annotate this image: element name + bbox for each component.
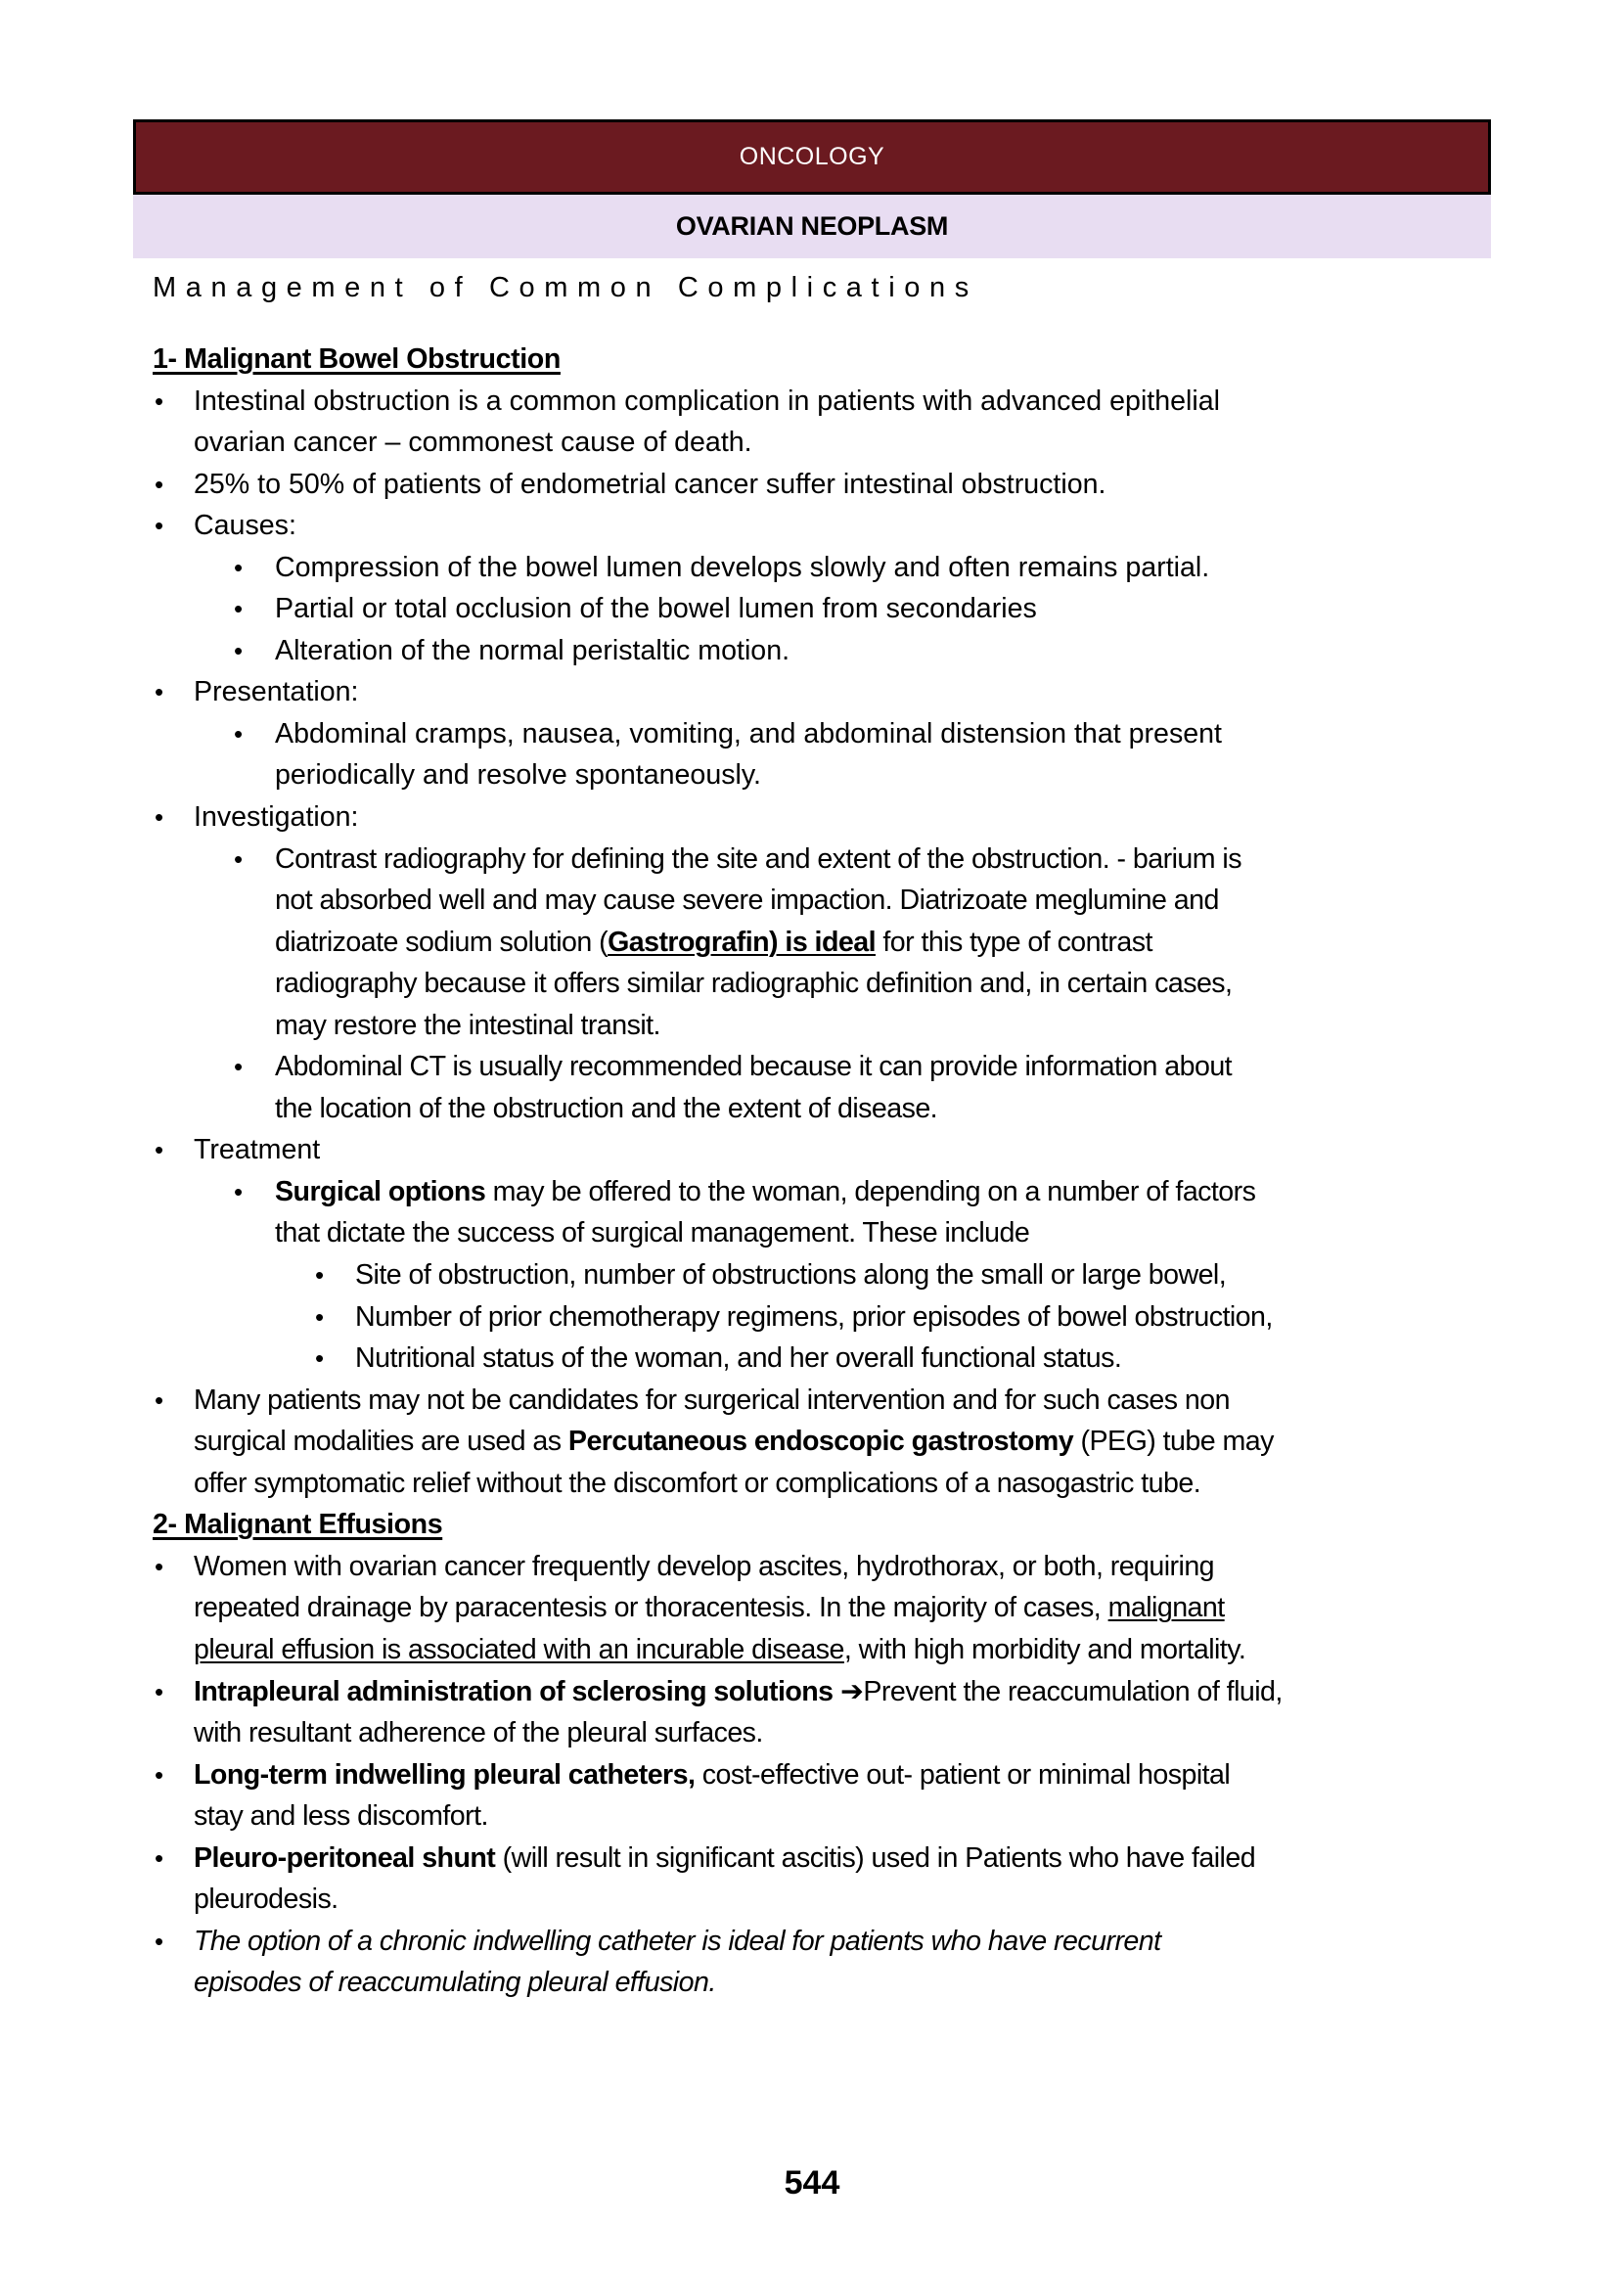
list-item — [0, 547, 1624, 589]
list-item-continuation — [0, 1712, 1624, 1754]
category-title: ONCOLOGY — [739, 143, 885, 170]
list-item-text — [275, 922, 1152, 964]
bullet-icon: • — [155, 1926, 164, 1956]
list-item — [0, 796, 1624, 839]
list-item-continuation — [0, 922, 1624, 964]
list-item — [0, 1754, 1624, 1796]
list-item-text: Alteration of the normal peristaltic motion. — [275, 634, 790, 666]
list-item — [0, 1171, 1624, 1213]
text-run: cost-effective out- patient or minimal hospital — [695, 1758, 1231, 1791]
section-heading-text: 2- Malignant Effusions — [153, 1509, 443, 1541]
text-run: (will result in significant ascitis) used in Patients who have failed — [495, 1841, 1256, 1874]
list-item-continuation — [0, 754, 1624, 796]
text-run-bold: Intrapleural administration of sclerosing solutions — [194, 1675, 840, 1707]
topic-banner — [133, 195, 1491, 258]
list-item-continuation — [0, 1421, 1624, 1463]
list-item-continuation — [0, 1795, 1624, 1838]
list-item-text: Many patients may not be candidates for surgerical intervention and for such cases non — [194, 1384, 1230, 1416]
text-run: , with high morbidity and mortality. — [843, 1633, 1246, 1665]
bullet-icon: • — [315, 1343, 325, 1374]
list-item-text: the location of the obstruction and the extent of disease. — [275, 1092, 938, 1124]
text-run: diatrizoate sodium solution ( — [275, 926, 609, 958]
text-run-underlined: pleural effusion is associated with an incurable disease — [194, 1633, 844, 1665]
bullet-icon: • — [315, 1301, 325, 1332]
list-item-text: Number of prior chemotherapy regimens, prior episodes of bowel obstruction, — [355, 1300, 1273, 1333]
emphasis-gastrografin: Gastrografin) is ideal — [608, 926, 876, 958]
list-item-text: Compression of the bowel lumen develops slowly and often remains partial. — [275, 551, 1210, 583]
list-item-text — [194, 1671, 1283, 1713]
text-run-underlined: malignant — [1107, 1592, 1225, 1624]
bullet-icon: • — [234, 635, 244, 665]
bullet-icon: • — [234, 594, 244, 624]
list-item-text: episodes of reaccumulating pleural effusion. — [194, 1967, 716, 1999]
category-banner — [133, 119, 1491, 195]
bullet-icon: • — [234, 718, 244, 749]
topic-title: OVARIAN NEOPLASM — [675, 211, 949, 241]
list-item — [0, 1921, 1624, 1963]
list-item-text: Presentation: — [194, 676, 359, 708]
list-item-text: stay and less discomfort. — [194, 1800, 488, 1833]
arrow-right-icon: ➔ — [839, 1675, 864, 1707]
list-item-continuation — [0, 963, 1624, 1005]
text-run-bold: Long-term indwelling pleural catheters, — [194, 1758, 696, 1791]
bullet-icon: • — [155, 1551, 164, 1581]
list-item-continuation — [0, 1088, 1624, 1130]
list-item-text: Intestinal obstruction is a common complication in patients with advanced epithelial — [194, 385, 1221, 417]
text-run: for this type of contrast — [875, 926, 1152, 958]
list-item-text: The option of a chronic indwelling catheter is ideal for patients who have recurrent — [194, 1925, 1161, 1957]
bullet-icon: • — [155, 677, 164, 707]
list-item-text: not absorbed well and may cause severe impaction. Diatrizoate meglumine and — [275, 885, 1219, 917]
list-item — [0, 1838, 1624, 1880]
page-number: 544 — [784, 2164, 840, 2202]
list-item — [0, 1129, 1624, 1171]
list-item — [0, 588, 1624, 630]
list-item-text: periodically and resolve spontaneously. — [275, 759, 761, 792]
list-item-text: Abdominal CT is usually recommended because it can provide information about — [275, 1051, 1233, 1083]
text-run-bold: Surgical options — [275, 1175, 486, 1207]
list-item-text: Site of obstruction, number of obstructions along the small or large bowel, — [355, 1259, 1227, 1292]
list-item-continuation — [0, 1962, 1624, 2004]
list-item-text: offer symptomatic relief without the discomfort or complications of a nasogastric tube. — [194, 1467, 1201, 1499]
list-item-continuation — [0, 422, 1624, 464]
bullet-icon: • — [155, 511, 164, 541]
document-body — [0, 339, 1624, 2004]
list-item-text: ovarian cancer – commonest cause of death. — [194, 427, 752, 459]
bullet-icon: • — [234, 843, 244, 874]
list-item-text: 25% to 50% of patients of endometrial cancer suffer intestinal obstruction. — [194, 468, 1106, 500]
page-subtitle: Management of Common Complications — [153, 272, 978, 303]
list-item-text — [194, 1754, 1230, 1796]
text-run: surgical modalities are used as — [194, 1426, 568, 1458]
list-item-text: radiography because it offers similar radiographic definition and, in certain cases, — [275, 968, 1233, 1000]
list-item — [0, 1546, 1624, 1588]
text-run: (PEG) tube may — [1073, 1426, 1274, 1458]
list-item-text — [194, 1421, 1274, 1463]
list-item-text: may restore the intestinal transit. — [275, 1009, 660, 1041]
bullet-icon: • — [315, 1260, 325, 1291]
list-item-continuation — [0, 880, 1624, 922]
list-item-text: Nutritional status of the woman, and her overall functional status. — [355, 1342, 1122, 1375]
bullet-icon: • — [155, 469, 164, 499]
list-item-text: with resultant adherence of the pleural surfaces. — [194, 1717, 763, 1749]
list-item-text — [194, 1587, 1225, 1629]
bullet-icon: • — [234, 1052, 244, 1082]
list-item-text: that dictate the success of surgical management. These include — [275, 1217, 1030, 1249]
bullet-icon: • — [234, 552, 244, 582]
list-item-text: Women with ovarian cancer frequently develop ascites, hydrothorax, or both, requiring — [194, 1550, 1215, 1582]
text-run: repeated drainage by paracentesis or thoracentesis. In the majority of cases, — [194, 1592, 1108, 1624]
list-item — [0, 1338, 1624, 1380]
bullet-icon: • — [155, 1385, 164, 1415]
list-item-continuation — [0, 1005, 1624, 1047]
list-item — [0, 505, 1624, 547]
list-item — [0, 1671, 1624, 1713]
list-item — [0, 381, 1624, 423]
list-item-continuation — [0, 1587, 1624, 1629]
list-item-text: Causes: — [194, 510, 296, 542]
list-item — [0, 630, 1624, 672]
list-item-text — [194, 1629, 1245, 1671]
list-item — [0, 464, 1624, 506]
list-item — [0, 839, 1624, 881]
list-item — [0, 1254, 1624, 1296]
list-item-continuation — [0, 1212, 1624, 1254]
list-item — [0, 1046, 1624, 1088]
list-item-text: Investigation: — [194, 801, 359, 834]
list-item-text: Contrast radiography for defining the site and extent of the obstruction. - barium is — [275, 842, 1241, 875]
bullet-icon: • — [155, 386, 164, 416]
text-run-bold: Pleuro-peritoneal shunt — [194, 1841, 496, 1874]
list-item — [0, 671, 1624, 713]
bullet-icon: • — [155, 1135, 164, 1165]
list-item-text — [275, 1171, 1255, 1213]
list-item-text: Partial or total occlusion of the bowel lumen from secondaries — [275, 593, 1037, 625]
text-run-bold: Percutaneous endoscopic gastrostomy — [567, 1426, 1074, 1458]
section-heading — [0, 339, 1624, 381]
list-item-text: Abdominal cramps, nausea, vomiting, and abdominal distension that present — [275, 717, 1222, 749]
bullet-icon: • — [155, 1842, 164, 1873]
list-item-text: Treatment — [194, 1134, 321, 1166]
text-run: may be offered to the woman, depending on a number of factors — [485, 1175, 1256, 1207]
section-heading — [0, 1504, 1624, 1546]
section-heading-text: 1- Malignant Bowel Obstruction — [153, 343, 561, 375]
bullet-icon: • — [234, 1176, 244, 1206]
list-item — [0, 1296, 1624, 1339]
list-item — [0, 1380, 1624, 1422]
list-item-continuation — [0, 1879, 1624, 1921]
list-item-continuation — [0, 1629, 1624, 1671]
list-item-text — [194, 1838, 1255, 1880]
bullet-icon: • — [155, 802, 164, 833]
list-item-continuation — [0, 1463, 1624, 1505]
list-item-text: pleurodesis. — [194, 1884, 338, 1916]
bullet-icon: • — [155, 1676, 164, 1706]
bullet-icon: • — [155, 1759, 164, 1790]
list-item — [0, 713, 1624, 755]
text-run: Prevent the reaccumulation of fluid, — [863, 1675, 1283, 1707]
